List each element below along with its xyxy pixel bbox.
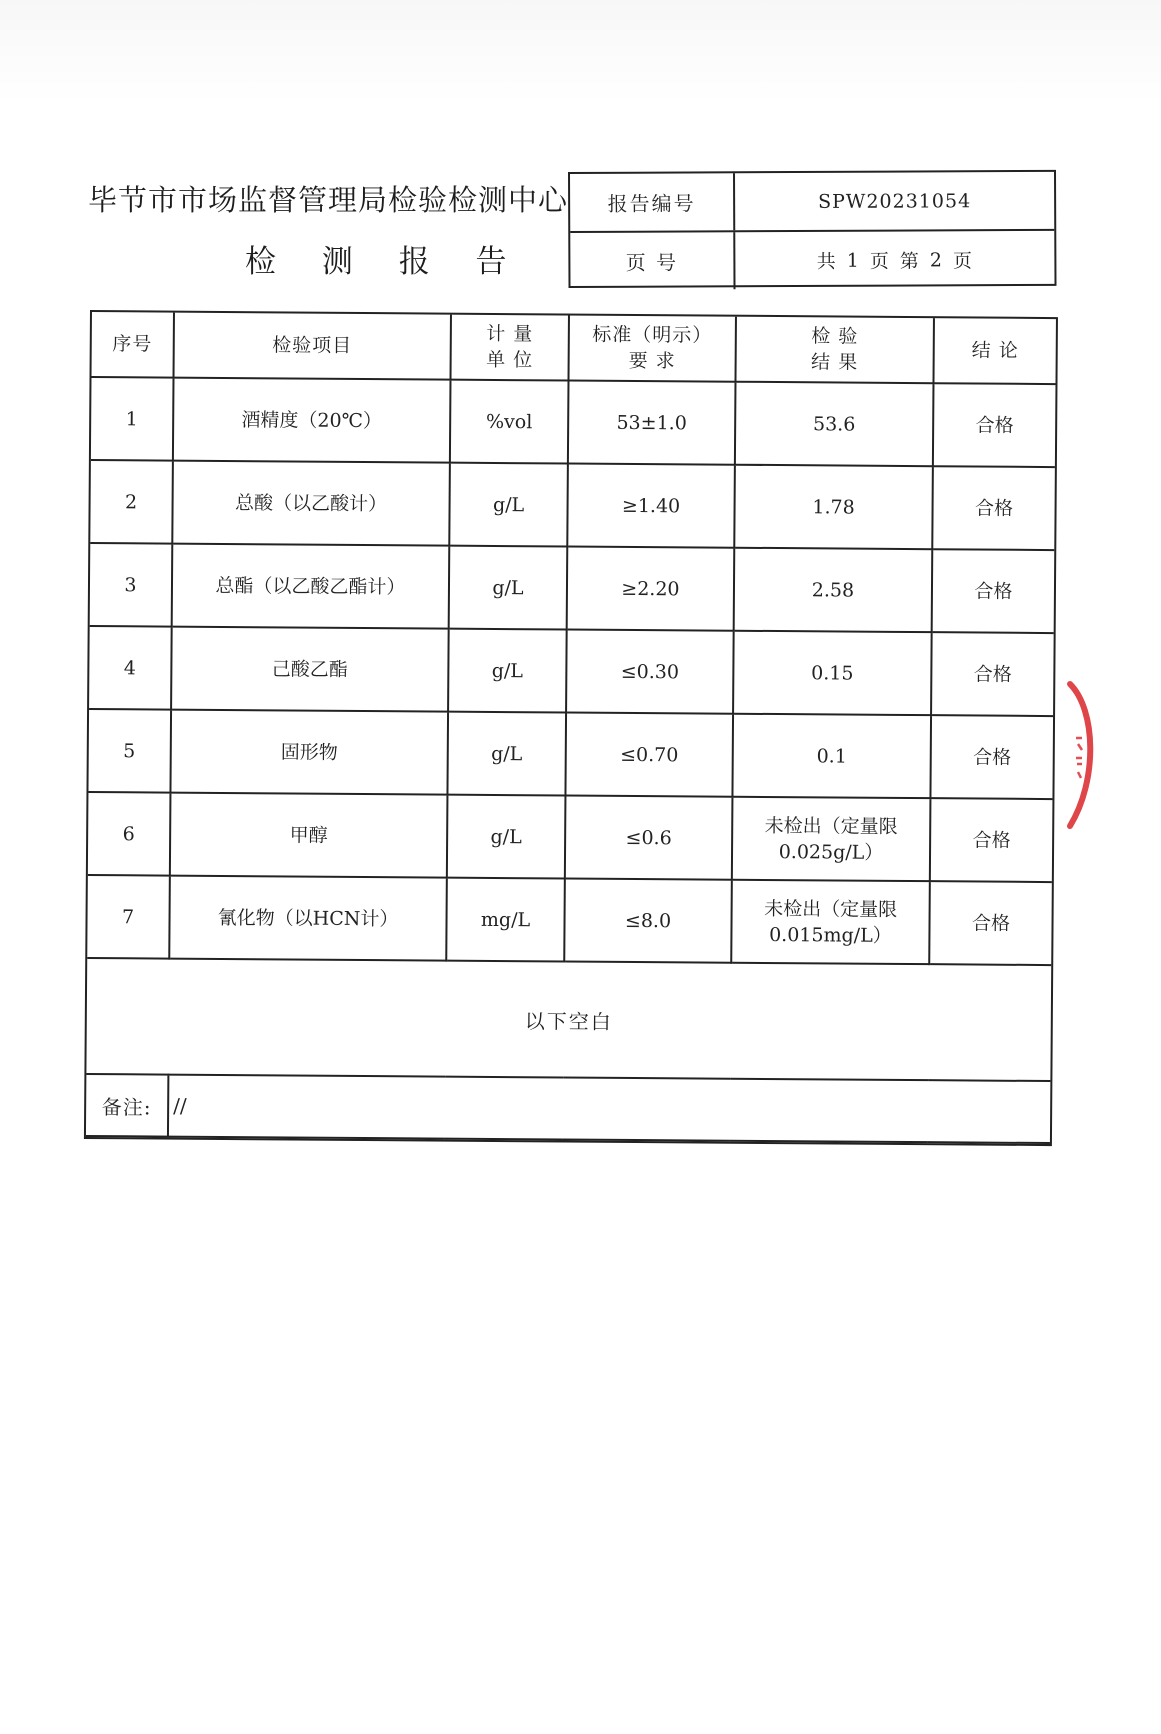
page-number-label: 页 号 xyxy=(570,232,735,290)
cell-result-line2: 0.025g/L） xyxy=(778,840,884,864)
page-number-value xyxy=(735,231,1054,289)
blank-note-row xyxy=(86,958,1051,1081)
cell-unit: %vol xyxy=(450,380,569,464)
cell-standard: ≤0.30 xyxy=(566,630,734,714)
cell-item: 己酸乙酯 xyxy=(171,627,449,712)
table-row xyxy=(90,543,1055,633)
page-current-prefix: 第 xyxy=(899,250,920,273)
table-row xyxy=(88,709,1053,799)
header-standard xyxy=(568,316,735,382)
page-current: 2 xyxy=(929,248,944,271)
cell-unit: g/L xyxy=(447,795,566,879)
cell-seq: 2 xyxy=(90,460,173,544)
cell-result xyxy=(735,382,934,466)
report-info-box xyxy=(568,170,1057,288)
page-number-row xyxy=(570,229,1054,290)
document-title: 检 测 报 告 xyxy=(245,244,525,280)
cell-unit: g/L xyxy=(448,629,567,713)
cell-conclusion: 合格 xyxy=(930,798,1053,882)
report-number-label: 报告编号 xyxy=(570,173,735,231)
table-row xyxy=(91,377,1056,467)
cell-unit: g/L xyxy=(449,463,568,547)
cell-unit: g/L xyxy=(447,712,566,796)
cell-result-line1: 未检出（定量限 xyxy=(764,897,898,921)
cell-result xyxy=(732,797,931,881)
cell-conclusion: 合格 xyxy=(932,549,1055,633)
cell-result-line1: 未检出（定量限 xyxy=(764,814,898,838)
cell-item: 酒精度（20℃） xyxy=(173,378,451,463)
cell-standard: ≤0.6 xyxy=(565,795,733,879)
cell-result xyxy=(734,548,933,632)
cell-conclusion: 合格 xyxy=(933,383,1056,467)
results-table xyxy=(84,310,1058,1146)
cell-item: 总酯（以乙酸乙酯计） xyxy=(172,544,450,629)
cell-conclusion: 合格 xyxy=(932,466,1055,550)
header-unit-line2: 单 位 xyxy=(486,348,534,372)
cell-result-line1: 0.15 xyxy=(811,661,854,685)
header-standard-line2: 要 求 xyxy=(628,349,676,373)
cell-result-line1: 53.6 xyxy=(812,412,856,436)
cell-seq: 1 xyxy=(91,377,174,461)
cell-item: 甲醇 xyxy=(170,793,448,878)
cell-item: 总酸（以乙酸计） xyxy=(172,461,450,546)
page-total-suffix: 页 xyxy=(869,250,890,273)
table-header-row xyxy=(92,312,1056,384)
cell-seq: 5 xyxy=(88,709,171,793)
cell-result-line1: 0.1 xyxy=(816,744,847,768)
cell-conclusion: 合格 xyxy=(931,632,1054,716)
cell-seq: 3 xyxy=(90,543,173,627)
cell-standard: 53±1.0 xyxy=(568,381,736,465)
blank-note: 以下空白 xyxy=(86,958,1051,1081)
page-current-suffix: 页 xyxy=(952,250,974,273)
header-unit xyxy=(450,315,568,381)
cell-result xyxy=(731,880,930,964)
header-result-line1: 检 验 xyxy=(811,325,859,348)
cell-item: 固形物 xyxy=(170,710,448,795)
cell-item: 氰化物（以HCN计） xyxy=(169,876,447,961)
cell-conclusion: 合格 xyxy=(930,715,1053,799)
organization-name: 毕节市市场监督管理局检验检测中心 xyxy=(88,183,569,217)
header-result-line2: 结 果 xyxy=(811,351,859,374)
cell-result xyxy=(732,714,931,798)
table-row xyxy=(87,875,1052,965)
report-number-row xyxy=(570,172,1054,231)
remark-label: 备注: xyxy=(86,1074,168,1137)
header-seq: 序号 xyxy=(92,312,174,378)
remark-row xyxy=(86,1074,1050,1143)
table-row xyxy=(90,460,1055,550)
report-number-value: SPW20231054 xyxy=(818,189,972,213)
remark-value: // xyxy=(168,1075,1050,1143)
page-total-prefix: 共 xyxy=(816,250,837,273)
cell-result-line1: 1.78 xyxy=(812,495,855,519)
cell-standard: ≥1.40 xyxy=(567,464,735,548)
cell-standard: ≤0.70 xyxy=(565,713,733,797)
cell-seq: 7 xyxy=(87,875,170,959)
cell-seq: 4 xyxy=(89,626,172,710)
header-standard-line1: 标准（明示） xyxy=(592,323,713,347)
cell-standard: ≥2.20 xyxy=(567,547,735,631)
cell-result-line1: 2.58 xyxy=(811,578,855,602)
header-item: 检验项目 xyxy=(174,313,451,380)
cell-result-line2: 0.015mg/L） xyxy=(769,923,892,947)
header-result xyxy=(735,317,933,383)
page-total: 1 xyxy=(846,249,860,272)
cell-standard: ≤8.0 xyxy=(564,878,732,962)
cell-seq: 6 xyxy=(88,792,171,876)
cell-result xyxy=(734,465,933,549)
cell-result xyxy=(733,631,932,715)
official-seal-fragment xyxy=(1062,680,1102,830)
header-unit-line1: 计 量 xyxy=(486,322,534,346)
header-conclusion: 结 论 xyxy=(933,318,1055,384)
cell-conclusion: 合格 xyxy=(929,881,1052,965)
cell-unit: mg/L xyxy=(446,878,565,962)
table-row xyxy=(88,792,1053,882)
cell-unit: g/L xyxy=(449,546,568,630)
table-row xyxy=(89,626,1054,716)
